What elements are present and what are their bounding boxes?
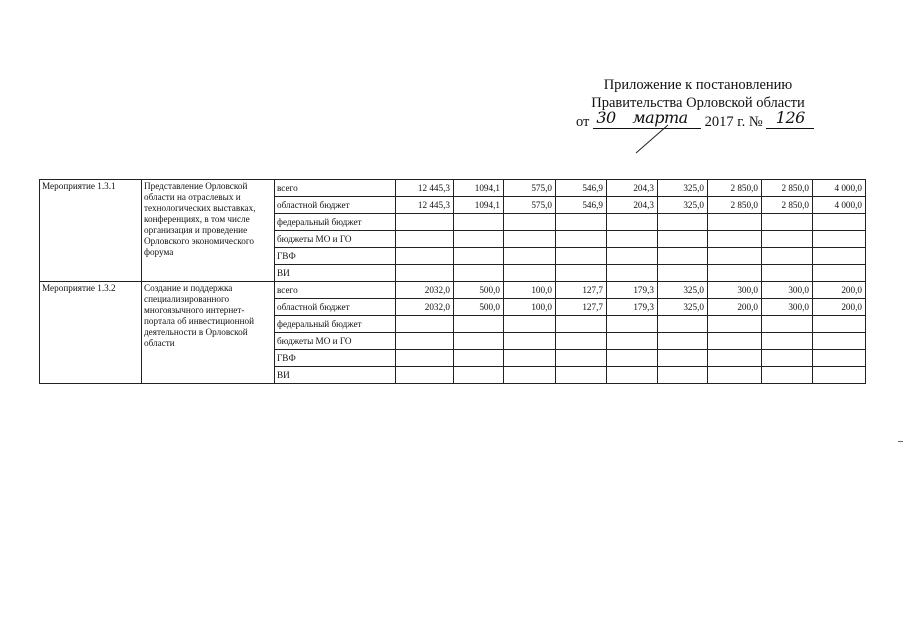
value-cell — [607, 231, 658, 248]
value-cell — [813, 231, 866, 248]
value-cell: 200,0 — [813, 299, 866, 316]
value-cell — [504, 248, 556, 265]
funding-source-cell: федеральный бюджет — [275, 316, 396, 333]
value-cell — [504, 214, 556, 231]
value-cell — [762, 333, 813, 350]
value-cell: 4 000,0 — [813, 197, 866, 214]
value-cell — [607, 214, 658, 231]
value-cell — [504, 265, 556, 282]
value-cell — [658, 248, 708, 265]
value-cell: 2 850,0 — [762, 197, 813, 214]
value-cell — [762, 214, 813, 231]
value-cell — [454, 350, 504, 367]
value-cell — [762, 248, 813, 265]
value-cell — [454, 316, 504, 333]
value-cell — [504, 231, 556, 248]
value-cell: 575,0 — [504, 180, 556, 197]
value-cell: 204,3 — [607, 197, 658, 214]
value-cell — [708, 316, 762, 333]
value-cell — [556, 214, 607, 231]
value-cell — [607, 248, 658, 265]
budget-table — [39, 179, 866, 384]
funding-source-cell: ГВФ — [275, 248, 396, 265]
value-cell — [504, 316, 556, 333]
value-cell — [813, 350, 866, 367]
doc-number: 126 — [775, 108, 805, 127]
value-cell — [504, 333, 556, 350]
value-cell — [556, 333, 607, 350]
value-cell — [556, 350, 607, 367]
value-cell — [396, 214, 454, 231]
value-cell — [556, 265, 607, 282]
value-cell: 325,0 — [658, 299, 708, 316]
value-cell: 2032,0 — [396, 299, 454, 316]
value-cell — [396, 265, 454, 282]
value-cell — [658, 350, 708, 367]
value-cell — [556, 316, 607, 333]
value-cell — [396, 231, 454, 248]
value-cell: 12 445,3 — [396, 180, 454, 197]
funding-source-cell: бюджеты МО и ГО — [275, 333, 396, 350]
value-cell: 300,0 — [762, 282, 813, 299]
value-cell: 500,0 — [454, 299, 504, 316]
value-cell: 200,0 — [813, 282, 866, 299]
header-line-1: Приложение к постановлению — [603, 77, 793, 93]
value-cell — [454, 248, 504, 265]
document-header — [548, 76, 848, 131]
value-cell: 325,0 — [658, 180, 708, 197]
value-cell — [708, 265, 762, 282]
value-cell — [396, 333, 454, 350]
value-cell — [658, 214, 708, 231]
value-cell — [396, 350, 454, 367]
value-cell: 2 850,0 — [762, 180, 813, 197]
value-cell — [607, 350, 658, 367]
value-cell: 200,0 — [708, 299, 762, 316]
value-cell — [762, 316, 813, 333]
value-cell: 2 850,0 — [708, 197, 762, 214]
value-cell — [708, 231, 762, 248]
value-cell — [813, 214, 866, 231]
value-cell — [658, 333, 708, 350]
value-cell — [708, 248, 762, 265]
value-cell — [607, 333, 658, 350]
value-cell: 127,7 — [556, 299, 607, 316]
date-prefix: от — [576, 114, 590, 130]
value-cell — [556, 231, 607, 248]
value-cell: 300,0 — [762, 299, 813, 316]
date-day: 30 — [596, 108, 616, 127]
value-cell — [762, 265, 813, 282]
value-cell — [658, 367, 708, 384]
measure-cell: Мероприятие 1.3.2 — [40, 282, 142, 384]
value-cell — [454, 265, 504, 282]
value-cell: 100,0 — [504, 282, 556, 299]
value-cell — [607, 367, 658, 384]
funding-source-cell: федеральный бюджет — [275, 214, 396, 231]
value-cell: 300,0 — [708, 282, 762, 299]
value-cell: 12 445,3 — [396, 197, 454, 214]
value-cell — [762, 231, 813, 248]
value-cell: 325,0 — [658, 197, 708, 214]
description-cell: Создание и поддержка специализированного многоязычного интернет-портала об инвестиционной деятельности в Орловской области — [142, 282, 275, 384]
funding-source-cell: всего — [275, 282, 396, 299]
value-cell — [708, 367, 762, 384]
value-cell — [813, 367, 866, 384]
value-cell — [708, 350, 762, 367]
value-cell: 127,7 — [556, 282, 607, 299]
funding-source-cell: областной бюджет — [275, 299, 396, 316]
value-cell — [556, 248, 607, 265]
date-month: марта — [632, 108, 688, 127]
value-cell — [658, 316, 708, 333]
value-cell — [607, 316, 658, 333]
value-cell: 575,0 — [504, 197, 556, 214]
value-cell: 179,3 — [607, 299, 658, 316]
header-date-line — [548, 108, 848, 131]
funding-source-cell: ВИ — [275, 367, 396, 384]
table-row — [40, 180, 866, 197]
funding-source-cell: областной бюджет — [275, 197, 396, 214]
value-cell: 546,9 — [556, 180, 607, 197]
value-cell: 2 850,0 — [708, 180, 762, 197]
value-cell — [607, 265, 658, 282]
value-cell — [813, 265, 866, 282]
date-year: 2017 г. № — [704, 114, 763, 130]
pen-stroke — [634, 124, 670, 154]
header-line-2: Правительства Орловской области — [591, 95, 805, 111]
value-cell: 1094,1 — [454, 180, 504, 197]
value-cell — [708, 333, 762, 350]
value-cell — [454, 367, 504, 384]
value-cell — [813, 333, 866, 350]
value-cell — [658, 265, 708, 282]
value-cell — [396, 248, 454, 265]
description-cell: Представление Орловской области на отраслевых и технологических выставках, конференциях, в том числе организация и проведение Орловского экономического форума — [142, 180, 275, 282]
value-cell: 325,0 — [658, 282, 708, 299]
measure-cell: Мероприятие 1.3.1 — [40, 180, 142, 282]
value-cell — [708, 214, 762, 231]
value-cell: 500,0 — [454, 282, 504, 299]
value-cell — [658, 231, 708, 248]
table-row — [40, 282, 866, 299]
value-cell — [504, 367, 556, 384]
funding-source-cell: ВИ — [275, 265, 396, 282]
value-cell: 100,0 — [504, 299, 556, 316]
value-cell — [762, 367, 813, 384]
value-cell — [556, 367, 607, 384]
value-cell — [396, 316, 454, 333]
value-cell: 204,3 — [607, 180, 658, 197]
value-cell — [454, 333, 504, 350]
value-cell — [396, 367, 454, 384]
value-cell: 2032,0 — [396, 282, 454, 299]
value-cell — [454, 214, 504, 231]
value-cell: 546,9 — [556, 197, 607, 214]
value-cell — [813, 316, 866, 333]
value-cell: 1094,1 — [454, 197, 504, 214]
date-day-field — [593, 108, 619, 129]
funding-source-cell: ГВФ — [275, 350, 396, 367]
value-cell — [813, 248, 866, 265]
funding-source-cell: бюджеты МО и ГО — [275, 231, 396, 248]
doc-number-field — [766, 108, 814, 129]
value-cell: 179,3 — [607, 282, 658, 299]
scan-mark — [898, 441, 903, 442]
value-cell: 4 000,0 — [813, 180, 866, 197]
value-cell — [504, 350, 556, 367]
value-cell — [454, 231, 504, 248]
funding-source-cell: всего — [275, 180, 396, 197]
value-cell — [762, 350, 813, 367]
